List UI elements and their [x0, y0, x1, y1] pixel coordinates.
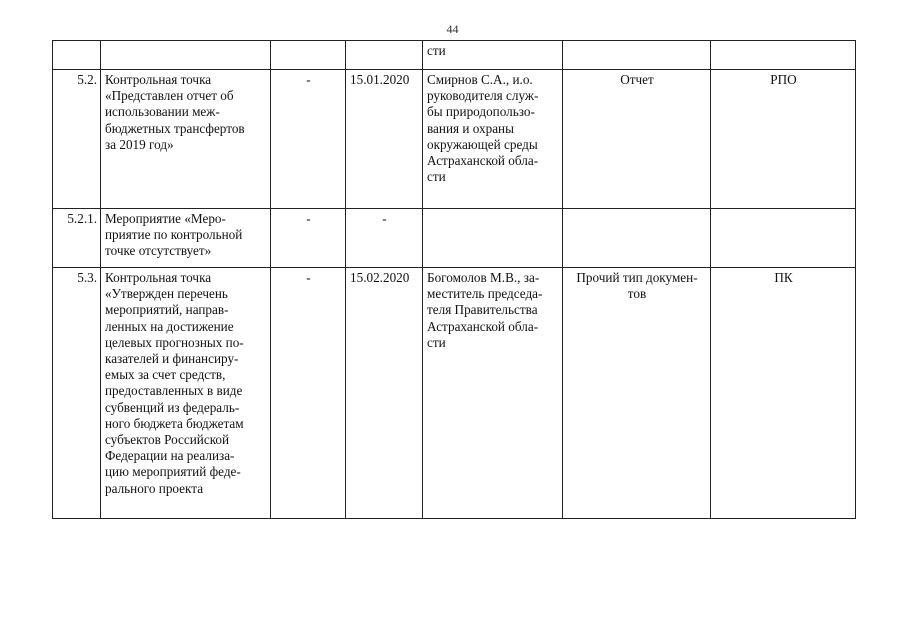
- responsible-cell: [423, 209, 563, 268]
- row-number-cell: 5.2.: [53, 70, 101, 209]
- predecessor-cell: -: [271, 209, 346, 268]
- document-type-cell: Прочий тип докумен- тов: [563, 268, 711, 519]
- table-row: [53, 209, 856, 268]
- level-code-cell: РПО: [711, 70, 856, 209]
- table-row: [53, 70, 856, 209]
- item-name-cell: Контрольная точка «Утвержден перечень мероприятий, направ- ленных на достижение целевых прогнозных по- казателей и финансиру- емых за счет средств, предоставленных в виде субвенций из федераль- ного бюджета бюджетам субъектов Российской Федерации на реализа- цию мероприятий феде- рального проекта: [101, 268, 271, 519]
- item-name-cell: Контрольная точка «Представлен отчет об использовании меж- бюджетных трансфертов за 2019 год»: [101, 70, 271, 209]
- date-cell: [346, 41, 423, 70]
- table-row: [53, 268, 856, 519]
- level-code-cell: [711, 209, 856, 268]
- date-cell: -: [346, 209, 423, 268]
- date-cell: 15.01.2020: [346, 70, 423, 209]
- predecessor-cell: -: [271, 70, 346, 209]
- level-code-cell: [711, 41, 856, 70]
- row-number-cell: 5.2.1.: [53, 209, 101, 268]
- row-number-cell: [53, 41, 101, 70]
- responsible-cell: Богомолов М.В., за- меститель председа- теля Правительства Астраханской обла- сти: [423, 268, 563, 519]
- responsible-cell: сти: [423, 41, 563, 70]
- predecessor-cell: [271, 41, 346, 70]
- plan-table: [52, 40, 856, 519]
- row-number-cell: 5.3.: [53, 268, 101, 519]
- item-name-cell: Мероприятие «Меро- приятие по контрольной точке отсутствует»: [101, 209, 271, 268]
- predecessor-cell: -: [271, 268, 346, 519]
- document-type-cell: [563, 41, 711, 70]
- page-number: 44: [446, 22, 459, 36]
- table-row: [53, 41, 856, 70]
- document-type-cell: Отчет: [563, 70, 711, 209]
- item-name-cell: [101, 41, 271, 70]
- responsible-cell: Смирнов С.А., и.о. руководителя служ- бы природопользо- вания и охраны окружающей среды Астраханской обла- сти: [423, 70, 563, 209]
- level-code-cell: ПК: [711, 268, 856, 519]
- date-cell: 15.02.2020: [346, 268, 423, 519]
- document-type-cell: [563, 209, 711, 268]
